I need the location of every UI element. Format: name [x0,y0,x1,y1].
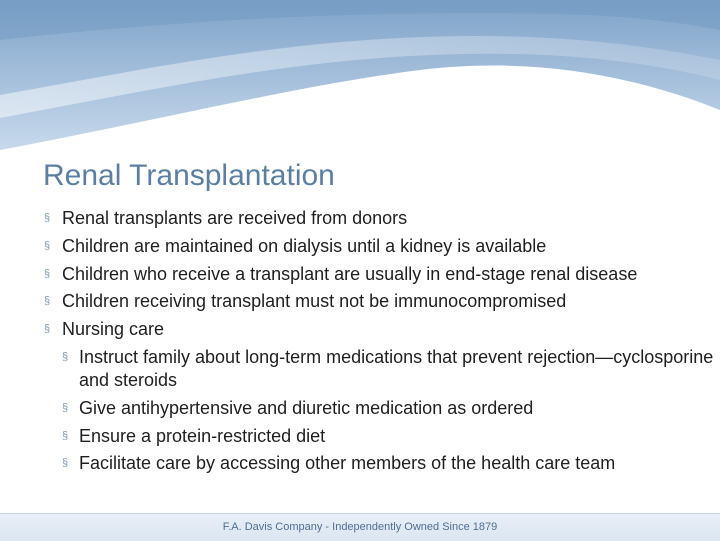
bullet-marker-icon: § [44,212,51,224]
bullet-item [44,318,714,341]
bullet-text: Facilitate care by accessing other members of the health care team [79,453,616,474]
bullet-marker-icon: § [62,457,69,470]
bullet-marker-icon: § [44,267,51,280]
sub-bullet-item [44,397,714,420]
bullet-marker-icon: § [62,429,69,442]
bullet-text: Instruct family about long-term medications that prevent rejection—cyclosporine and steroids [79,346,714,390]
bullet-text: Ensure a protein-restricted diet [79,425,326,446]
header-decoration [0,0,720,150]
bullet-item [44,235,714,258]
bullet-marker-icon: § [44,239,51,252]
bullet-marker-icon: § [62,350,69,363]
bullet-marker-icon: § [44,295,51,308]
bullet-text: Children who receive a transplant are usually in end-stage renal disease [62,263,638,284]
sub-bullet-item [44,452,714,475]
sub-bullet-item [44,425,714,448]
bullet-item [44,263,714,286]
slide-title: Renal Transplantation [43,159,335,192]
sub-bullet-item [44,346,714,392]
bullet-marker-icon: § [62,401,69,414]
bullet-text: Give antihypertensive and diuretic medication as ordered [79,397,534,418]
bullet-list [44,207,714,480]
bullet-marker-icon: § [44,323,51,336]
bullet-item [44,290,714,313]
bullet-item [44,207,714,230]
header-wave-graphic [0,0,720,150]
bullet-text: Children receiving transplant must not be immunocompromised [62,291,567,312]
footer-text: F.A. Davis Company - Independently Owned Since 1879 [222,521,498,533]
bullet-text: Renal transplants are received from donors [62,208,408,228]
bullet-text: Nursing care [62,319,165,340]
footer-bar [0,513,720,541]
bullet-text: Children are maintained on dialysis until a kidney is available [62,235,547,256]
